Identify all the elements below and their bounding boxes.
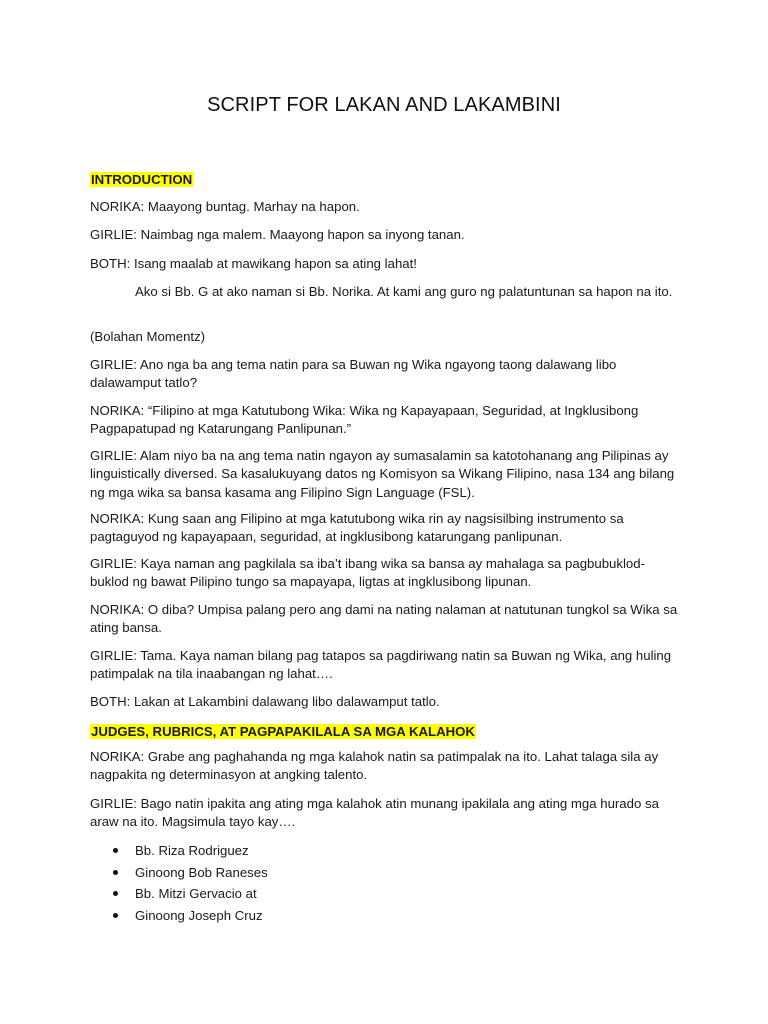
document-title: SCRIPT FOR LAKAN AND LAKAMBINI [207,94,561,116]
bullet-icon [113,870,118,875]
list-item: Ginoong Bob Raneses [90,862,268,884]
script-line: NORIKA: Kung saan ang Filipino at mga katutubong wika rin ay nagsisilbing instrumento sa pagtaguyod ng kapayapaan, seguridad, at ingklusibong katarungang panlipunan. [90,511,624,545]
script-line: NORIKA: “Filipino at mga Katutubong Wika: Wika ng Kapayapaan, Seguridad, at Ingklusibong Pagpapatupad ng Katarungang Panlipunan.” [90,403,639,437]
script-line: GIRLIE: Alam niyo ba na ang tema natin ngayon ay sumasalamin sa katotohanang ang Pilipinas ay linguistically diversed. Sa kasalukuyang datos ng Komisyon sa Wikang Filipino, nasa 134 ang bilang ng mga wika sa bansa kasama ang Filipino Sign Language (FSL). [90,448,675,500]
list-item: Bb. Riza Rodriguez [90,840,268,862]
script-line: NORIKA: O diba? Umpisa palang pero ang dami na nating nalaman at natutunan tungkol sa Wika sa ating bansa. [90,602,678,636]
list-item: Ginoong Joseph Cruz [90,905,268,927]
list-item: Bb. Mitzi Gervacio at [90,883,268,905]
script-line: NORIKA: Grabe ang paghahanda ng mga kalahok natin sa patimpalak na ito. Lahat talaga sila ay nagpakita ng determinasyon at angking talento. [90,749,659,783]
script-line: BOTH: Isang maalab at mawikang hapon sa ating lahat! [90,256,417,271]
script-line: GIRLIE: Ano nga ba ang tema natin para sa Buwan ng Wika ngayong taong dalawang libo dalawamput tatlo? [90,357,617,391]
section-heading-judges: JUDGES, RUBRICS, AT PAGPAPAKILALA SA MGA KALAHOK [91,724,475,739]
script-line: GIRLIE: Bago natin ipakita ang ating mga kalahok atin munang ipakilala ang ating mga hurado sa araw na ito. Magsimula tayo kay…. [90,796,659,830]
script-line-indented: Ako si Bb. G at ako naman si Bb. Norika. At kami ang guro ng palatuntunan sa hapon na ito. [135,284,673,299]
section-heading-introduction: INTRODUCTION [91,172,193,187]
bullet-icon [113,891,118,896]
judges-list [90,840,268,927]
script-line: GIRLIE: Tama. Kaya naman bilang pag tatapos sa pagdiriwang natin sa Buwan ng Wika, ang huling patimpalak na tila inaabangan ng lahat…. [90,648,672,682]
script-line: (Bolahan Momentz) [90,329,206,344]
script-line: BOTH: Lakan at Lakambini dalawang libo dalawamput tatlo. [90,694,440,709]
bullet-icon [113,848,118,853]
script-line: GIRLIE: Naimbag nga malem. Maayong hapon sa inyong tanan. [90,227,465,242]
bullet-icon [113,913,118,918]
script-line: GIRLIE: Kaya naman ang pagkilala sa iba’t ibang wika sa bansa ay mahalaga sa pagbubuklod-buklod ng bawat Pilipino tungo sa mapayapa, ligtas at ingklusibong lipunan. [90,556,645,590]
script-line: NORIKA: Maayong buntag. Marhay na hapon. [90,199,360,214]
